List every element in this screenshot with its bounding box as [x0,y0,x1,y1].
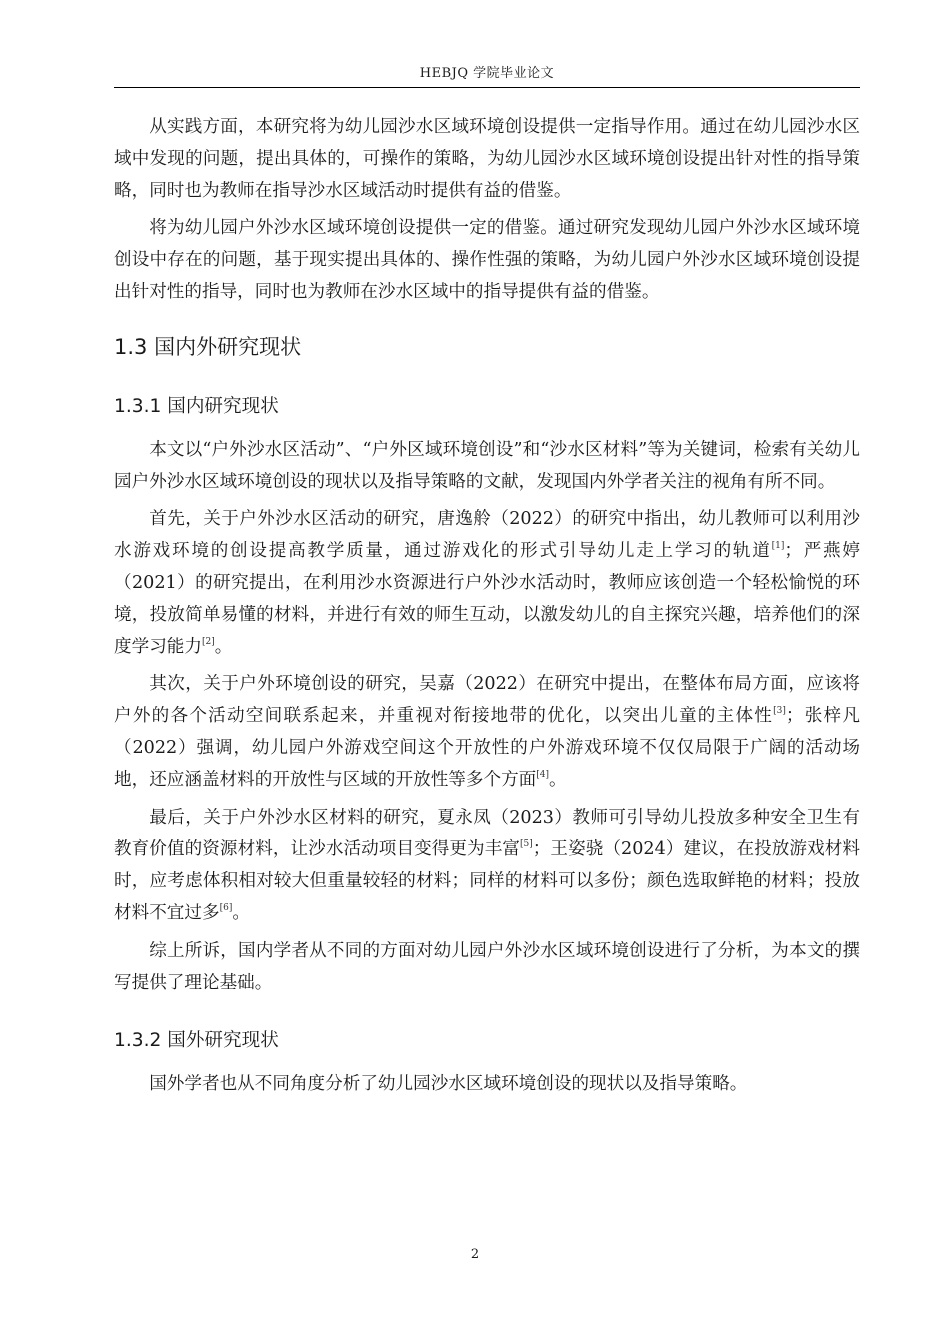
paragraph-environment-research [114,669,860,796]
text-segment: 。 [214,636,233,657]
citation-ref-2: [2] [201,636,215,647]
citation-ref-6: [6] [219,902,233,913]
page-number: 2 [470,1247,480,1262]
paragraph-keywords: 本文以“户外沙水区活动”、“户外区域环境创设”和“沙水区材料”等为关键词，检索有关幼儿园户外沙水区域环境创设的现状以及指导策略的文献，发现国内外学者关注的视角有所不同。 [114,439,860,492]
paragraph-material-research [114,803,860,930]
paragraph-practical-significance: 从实践方面，本研究将为幼儿园沙水区域环境创设提供一定指导作用。通过在幼儿园沙水区域中发现的问题，提出具体的，可操作的策略，为幼儿园沙水区域环境创设提出针对性的指导策略，同时也为教师在指导沙水区域活动时提供有益的借鉴。 [114,117,860,201]
paragraph-foreign-research: 国外学者也从不同角度分析了幼儿园沙水区域环境创设的现状以及指导策略。 [149,1074,748,1095]
citation-ref-5: [5] [520,839,533,850]
citation-ref-1: [1] [771,541,785,552]
text-segment: ；严燕婷（2021）的研究提出，在利用沙水资源进行户外沙水活动时，教师应该创造一个轻松愉悦的环境，投放简单易懂的材料，并进行有效的师生互动，以激发幼儿的自主探究兴趣，培养他们的深度学习能力 [114,541,860,657]
text-segment: ；张梓凡（2022）强调，幼儿园户外游戏空间这个开放性的户外游戏环境不仅仅局限于广阔的活动场地，还应涵盖材料的开放性与区域的开放性等多个方面 [114,706,860,790]
section-heading-1-3-2: 1.3.2 国外研究现状 [114,1030,279,1052]
text-segment: 。 [232,902,250,923]
paragraph-summary: 综上所诉，国内学者从不同的方面对幼儿园户外沙水区域环境创设进行了分析，为本文的撰写提供了理论基础。 [114,940,860,993]
running-header: HEBJQ 学院毕业论文 [419,66,555,81]
section-heading-1-3-1: 1.3.1 国内研究现状 [114,395,279,417]
text-segment: 最后，关于户外沙水区材料的研究，夏永凤（2023）教师可引导幼儿投放多种安全卫生有教育价值的资源材料，让沙水活动项目变得更为丰富 [114,807,860,860]
section-heading-1-3: 1.3 国内外研究现状 [114,334,302,359]
header-rule [114,87,860,88]
citation-ref-4: [4] [536,769,550,780]
paragraph-reference-value: 将为幼儿园户外沙水区域环境创设提供一定的借鉴。通过研究发现幼儿园户外沙水区域环境创设中存在的问题，基于现实提出具体的、操作性强的策略，为幼儿园户外沙水区域环境创设提出针对性的指导，同时也为教师在沙水区域中的指导提供有益的借鉴。 [114,218,860,302]
page-body [114,112,860,1101]
text-segment: ；王姿骁（2024）建议，在投放游戏材料时，应考虑体积相对较大但重量较轻的材料；同样的材料可以多份；颜色选取鲜艳的材料；投放材料不宜过多 [114,839,860,923]
citation-ref-3: [3] [773,706,786,717]
paragraph-activity-research [114,504,860,663]
text-segment: 其次，关于户外环境创设的研究，吴嘉（2022）在研究中提出，在整体布局方面，应该将户外的各个活动空间联系起来，并重视对衔接地带的优化，以突出儿童的主体性 [114,674,860,727]
text-segment: 。 [549,769,567,790]
text-segment: 首先，关于户外沙水区活动的研究，唐逸舲（2022）的研究中指出，幼儿教师可以利用沙水游戏环境的创设提高教学质量，通过游戏化的形式引导幼儿走上学习的轨道 [114,509,860,562]
